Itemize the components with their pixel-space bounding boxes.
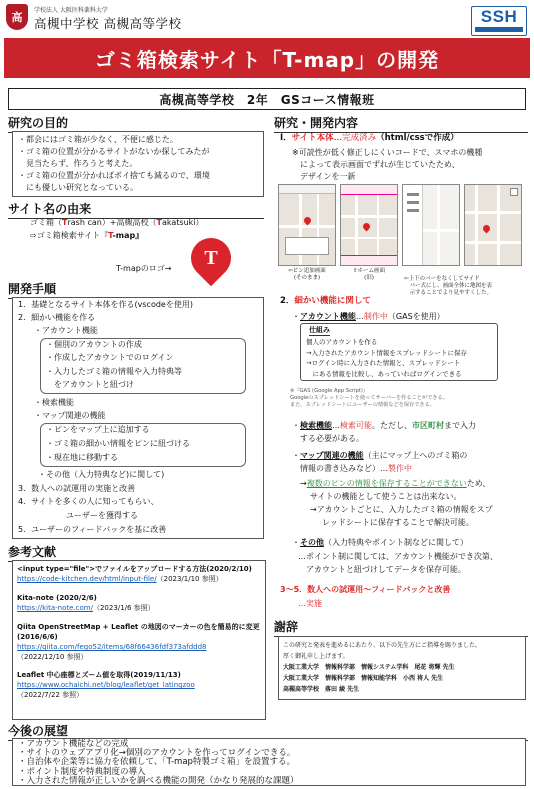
sidebar-line <box>407 209 419 212</box>
screenshot-sidebar <box>403 185 423 265</box>
screenshot-topbar <box>279 185 335 194</box>
mechanism-line: にある情報を比較し、あっていればログインできる <box>306 369 462 378</box>
research-point-3-5: 3～5．数人への試運用～フィードバックと改善 <box>280 585 451 594</box>
school-emblem-icon: 高 <box>6 4 28 30</box>
mechanism-line: →入力されたアカウント情報をスプレッドシートに保存 <box>306 348 468 357</box>
sidebar-line <box>407 201 419 204</box>
map-function <box>292 450 467 462</box>
screenshot-topbar <box>341 185 397 195</box>
procedure-step-1: 1．基礎となるサイト本体を作る(vscodeを使用) <box>18 300 193 309</box>
acknowledgment-line: 高槻高等学校 落田 綾 先生 <box>283 686 360 693</box>
mechanism-line: →ログイン時に入力された情報と、スプレッドシート <box>306 359 461 367</box>
research-heading: 研究・開発内容 <box>274 114 528 133</box>
name-origin-line-1 <box>30 217 230 229</box>
multi-pin-solution-2: レッドシートに保存することで解決可能。 <box>322 518 474 527</box>
procedure-step-3: 3．数人への試運用の実施と改善 <box>18 484 136 493</box>
poster-title: ゴミ箱検索サイト「T-map」の開発 <box>4 38 530 78</box>
text: まで入力 <box>444 421 476 430</box>
map-item: ・現在地に移動する <box>46 453 118 462</box>
acknowledgments-box <box>278 636 526 700</box>
text: その他 <box>300 538 324 547</box>
map-road <box>437 185 440 266</box>
highlight-letter: T <box>62 218 68 227</box>
procedure-search: ・検索機能 <box>34 398 74 407</box>
procedure-step-4: 4．サイトを多くの人に知ってもらい、 <box>18 497 159 506</box>
map-road <box>377 195 379 257</box>
screenshot-home-old <box>340 184 398 266</box>
text: ・ <box>292 421 300 430</box>
text: … <box>355 312 364 321</box>
account-item: をアカウントと紐づけ <box>46 380 134 389</box>
school-name: 高槻中学校 高槻高等学校 <box>34 16 182 31</box>
status-text: 制作中 <box>363 312 388 321</box>
map-pin-icon <box>482 224 492 234</box>
research-point-2 <box>280 295 371 307</box>
text: アカウント機能 <box>300 312 356 321</box>
mechanism-text <box>306 337 467 379</box>
caption-pin-add <box>278 268 336 282</box>
text: akatsuki） <box>161 218 204 227</box>
reference-note: （2022/12/10 参照） <box>17 653 88 661</box>
map-road <box>341 215 398 218</box>
text: ・ <box>292 451 300 460</box>
research-point-1 <box>280 132 459 144</box>
note-line: デザインを一新 <box>292 172 356 181</box>
reference-link[interactable]: https://kita-note.com/ <box>17 604 93 612</box>
procedure-step-5: 5．ユーザーのフィードバックを基に改善 <box>18 525 167 534</box>
status-text: 製作中 <box>388 464 412 473</box>
caption-home <box>340 268 398 282</box>
reference-note: （2023/1/6 参照） <box>92 604 155 612</box>
text: Ⅰ． <box>280 133 292 143</box>
map-road <box>497 185 500 266</box>
ssh-logo <box>471 6 527 36</box>
map-road <box>465 241 522 244</box>
purpose-item: ・ゴミ箱の位置が分かればポイ捨ても減るので、環境 <box>18 171 210 180</box>
other-function-3: アカウントと紐づけしてデータを保存可能。 <box>306 565 466 574</box>
text: … <box>333 133 343 143</box>
reference-link[interactable]: https://www.ochaichi.net/blog/leaflet/get_latingzoo <box>17 681 195 689</box>
caption-line: ⇦ピン追加画面 <box>288 268 326 274</box>
poster-subtitle: 高槻高等学校 2年 GSコース情報班 <box>8 88 526 110</box>
text: ため、 <box>466 479 491 488</box>
map-road <box>341 237 398 239</box>
acknowledgment-line: 大阪工業大学 情報科学部 情報システム学科 尾花 将輝 先生 <box>283 664 455 671</box>
caption-sidebar <box>404 276 528 297</box>
logo-caption: T-mapのロゴ→ <box>116 264 172 273</box>
caption-line: (そのまま) <box>293 275 321 281</box>
gas-note-line: また、スプレッドシートにユーザーの情報などを保存できる。 <box>290 402 435 408</box>
future-heading: 今後の展望 <box>8 722 528 741</box>
future-item: ・アカウント機能などの完成 <box>18 739 129 749</box>
highlight-text: 市区町村 <box>412 421 444 430</box>
text: -map』 <box>112 231 144 240</box>
menu-icon <box>510 188 518 196</box>
mechanism-box <box>300 323 498 381</box>
reference-link[interactable]: https://qiita.com/fego52/items/68f66436fdf373afddd8 <box>17 643 207 651</box>
other-function-2: …ポイント制に関しては、アカウント機能ができ次第、 <box>298 552 498 561</box>
text: 細かい機能に関して <box>294 296 371 306</box>
map-road <box>475 185 478 266</box>
account-function <box>292 311 445 323</box>
name-origin-heading: サイト名の由来 <box>8 200 264 219</box>
status-text: 完成済み <box>342 133 377 143</box>
text: 2． <box>280 296 295 306</box>
text: rash can）+高槻高校（ <box>67 218 157 227</box>
map-road <box>423 229 460 232</box>
map-pin-icon <box>362 222 372 232</box>
future-box <box>12 738 526 786</box>
caption-line: 示することでより見やすくした。 <box>404 290 493 296</box>
account-item: ・作成したアカウントでのログイン <box>46 353 174 362</box>
screenshot-sidebar-a <box>402 184 460 266</box>
text: （html/cssで作成） <box>376 133 459 143</box>
purpose-item: ・ゴミ箱の位置が分かるサイトがないか探してみたが <box>18 147 210 156</box>
purpose-item: ・都会にはゴミ箱が少なく、不便に感じた。 <box>18 135 178 144</box>
multi-pin-issue-2: サイトの機能として使うことは出来ない。 <box>310 492 462 501</box>
mechanism-line: 個人のアカウントを作る <box>306 338 378 346</box>
future-item: ・自治体や企業等に協力を依頼して、「T-map特製ゴミ箱」を設置する。 <box>18 757 295 768</box>
map-road <box>317 194 319 266</box>
text: … <box>332 421 340 430</box>
caption-line: ⇧ホーム画面 <box>352 268 386 274</box>
university-name: 学校法人 大阪医科薬科大学 <box>34 7 108 14</box>
note-1 <box>292 147 482 183</box>
purpose-heading: 研究の目的 <box>8 114 264 133</box>
highlight-letter: T <box>108 231 113 240</box>
text: ゴミ箱（ <box>30 218 62 227</box>
text: （GASを使用） <box>387 312 445 321</box>
note-line: ※可読性が低く修正しにくいコードで、スマホの機種 <box>292 148 483 157</box>
map-road <box>465 211 522 214</box>
caption-line: バー式にし、画面全体に地図を表 <box>404 283 493 289</box>
multi-pin-solution: →アカウントごとに、入力したゴミ箱の情報をスプ <box>310 505 493 514</box>
text: 検索機能 <box>300 421 332 430</box>
caption-line: (旧) <box>364 275 374 281</box>
map-function-2 <box>300 463 412 475</box>
future-item: ・ポイント制度や特典制度の導入 <box>18 766 146 777</box>
research-point-3-5-status: …実施 <box>298 599 322 608</box>
account-item: ・入力したゴミ箱の情報や入力特典等 <box>46 367 182 376</box>
text: マップ関連の機能 <box>300 451 364 460</box>
screenshot-form <box>285 237 329 255</box>
mechanism-heading: 仕組み <box>309 326 330 334</box>
procedure-heading: 開発手順 <box>8 280 264 299</box>
text: （入力特典やポイント制などに関して） <box>324 538 468 547</box>
purpose-box <box>12 131 264 197</box>
future-item: ・サイトのウェブアプリ化→個別のアカウントを作ってログインできる。 <box>18 748 296 759</box>
ssh-logo-text: SSH <box>480 7 518 26</box>
references-box <box>12 560 266 720</box>
text: （主にマップ上へのゴミ箱の <box>363 451 468 460</box>
highlight-text: 複数のピンの情報を保存することができない <box>306 479 467 488</box>
search-function <box>292 420 476 432</box>
screenshot-bottombar <box>341 255 397 265</box>
sidebar-line <box>407 193 419 196</box>
reference-title: Qiita OpenStreetMap + Leaflet の地図のマーカーの色を簡易的に変更(2016/6/6) <box>17 623 260 641</box>
other-function <box>292 537 468 549</box>
reference-link[interactable]: https://code-kitchen.dev/html/input-file/ <box>17 575 157 583</box>
reference-note: （2022/7/22 参照） <box>17 691 84 699</box>
gas-note <box>290 388 448 409</box>
highlight-letter: T <box>156 218 162 227</box>
map-road <box>299 194 302 266</box>
acknowledgment-line: この研究と発表を進めるにあたり、以下の先生方にご指導を賜りました。 <box>283 642 482 649</box>
search-function-2: する必要がある。 <box>300 434 364 443</box>
map-pin-icon <box>303 216 313 226</box>
screenshot-pin-add <box>278 184 336 266</box>
reference-title: Leaflet 中心座標とズーム値を取得(2019/11/13) <box>17 671 181 679</box>
note-line: によって表示画面でずれが生じていたため、 <box>292 160 460 169</box>
text: ⇨ゴミ箱検索サイト『 <box>30 231 109 240</box>
map-item: ・ゴミ箱の細かい情報をピンに紐づける <box>46 439 190 448</box>
purpose-item: にも優しい研究となっている。 <box>18 183 138 192</box>
procedure-account: ・アカウント機能 <box>34 326 98 335</box>
text: 。ただし、 <box>372 421 412 430</box>
purpose-item: 見当たらず、作ろうと考えた。 <box>18 159 138 168</box>
reference-title: <input type="file">でファイルをアップロードする方法(2020/2/10) <box>17 565 252 573</box>
reference-note: （2023/1/10 参照） <box>156 575 223 583</box>
tmap-logo-letter: T <box>204 246 218 269</box>
status-text: 検索可能 <box>340 421 372 430</box>
text: → <box>300 479 307 488</box>
references-heading: 参考文献 <box>8 543 264 562</box>
procedure-step-4b: ユーザーを獲得する <box>66 511 138 520</box>
future-item: ・入力された情報が正しいかを調べる機能の開発（かなり発展的な課題） <box>18 775 299 786</box>
reference-title: Kita-note (2020/2/6) <box>17 594 97 602</box>
text: サイト本体 <box>291 133 334 143</box>
procedure-other: ・その他（入力特典など)に関して) <box>38 470 165 479</box>
acknowledgment-line: 大阪工業大学 情報科学部 情報知能学科 小西 将人 先生 <box>283 675 444 682</box>
ssh-logo-bar <box>475 27 523 32</box>
screenshot-sidebar-b <box>464 184 522 266</box>
text: 情報の書き込みなど）… <box>300 464 388 473</box>
multi-pin-issue <box>300 478 490 490</box>
map-item: ・ピンをマップ上に追加する <box>46 425 150 434</box>
acknowledgments-heading: 謝辞 <box>274 618 528 637</box>
acknowledgment-line: 厚く御礼申し上げます。 <box>283 653 349 660</box>
text: ・ <box>292 538 300 547</box>
gas-note-line: ※『GAS (Google App Script)』 <box>290 388 369 394</box>
gas-note-line: Googleのスプレッドシートを使ってサーバーを作ることができる。 <box>290 395 448 401</box>
account-item: ・個別のアカウントの作成 <box>46 340 142 349</box>
map-road <box>355 195 358 257</box>
procedure-step-2: 2．細かい機能を作る <box>18 313 96 322</box>
caption-line: ⇦上下のバーをなくしてサイド <box>404 276 480 282</box>
procedure-map: ・マップ関連の機能 <box>34 411 106 420</box>
text: ・ <box>292 312 300 321</box>
